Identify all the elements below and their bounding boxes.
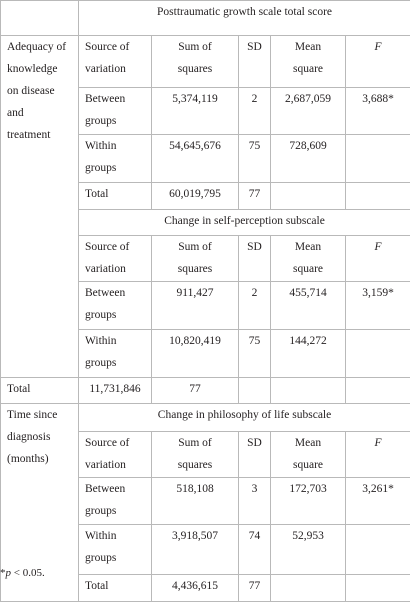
col-header-mean [271, 236, 346, 282]
cell-sum: 4,436,615 [152, 575, 239, 602]
cell-sd: 3 [239, 478, 271, 525]
cell-sum: 5,374,119 [152, 88, 239, 135]
cell-mean [239, 378, 271, 404]
cell-sd: 2 [239, 88, 271, 135]
col-header-line: variation [85, 58, 145, 80]
col-header-line: Source of [85, 36, 145, 58]
cell-f [271, 378, 346, 404]
cell-source [79, 282, 152, 330]
cell-sd: 75 [239, 135, 271, 183]
cell-source: Total [79, 183, 152, 210]
col-header-line: square [277, 58, 339, 80]
block-title: Change in self-perception subscale [79, 210, 410, 236]
cell-sd: 74 [239, 525, 271, 575]
cell-sum: 3,918,507 [152, 525, 239, 575]
cell-mean: 455,714 [271, 282, 346, 330]
source-line: groups [85, 547, 145, 569]
col-header-mean [271, 432, 346, 478]
row-group-label-line: and [7, 102, 72, 124]
col-header-source [79, 236, 152, 282]
cell-f: 3,159* [346, 282, 410, 330]
col-header-line: square [277, 454, 339, 476]
cell-mean [271, 183, 346, 210]
col-header-line: Sum of [158, 236, 232, 258]
col-header-sum [152, 36, 239, 88]
col-header-line: Source of [85, 432, 145, 454]
row-group-label-line: treatment [7, 124, 72, 146]
cell-sd: 77 [239, 575, 271, 602]
cell-sum: 11,731,846 [79, 378, 152, 404]
source-line: Between [85, 282, 145, 304]
cell-f [346, 575, 410, 602]
cell-mean: 2,687,059 [271, 88, 346, 135]
cell-f [346, 135, 410, 183]
corner-cell [1, 1, 79, 36]
col-header-line: square [277, 258, 339, 280]
col-header-source [79, 36, 152, 88]
col-header-f: F [346, 432, 410, 478]
cell-mean [271, 575, 346, 602]
row-group-label-line: knowledge [7, 58, 72, 80]
source-line: Between [85, 88, 145, 110]
row-group-label-line: diagnosis [7, 426, 72, 448]
footnote-symbol: * [0, 567, 6, 579]
footnote-p: p [6, 567, 12, 579]
col-header-line: variation [85, 454, 145, 476]
col-header-sd: SD [239, 36, 271, 88]
cell-sum: 54,645,676 [152, 135, 239, 183]
col-header-sum [152, 432, 239, 478]
col-header-line: squares [158, 58, 232, 80]
cell-source [79, 478, 152, 525]
block-title: Posttraumatic growth scale total score [79, 1, 410, 36]
cell-source: Total [79, 575, 152, 602]
col-header-f: F [346, 36, 410, 88]
cell-source [79, 330, 152, 378]
col-header-line: Source of [85, 236, 145, 258]
cell-sd: 2 [239, 282, 271, 330]
cell-f [346, 525, 410, 575]
col-header-sd: SD [239, 236, 271, 282]
col-header-f: F [346, 236, 410, 282]
cell-f: 3,688* [346, 88, 410, 135]
row-group-label-line: on disease [7, 80, 72, 102]
col-header-line: Sum of [158, 432, 232, 454]
source-line: groups [85, 304, 145, 326]
source-line: groups [85, 157, 145, 179]
col-header-mean [271, 36, 346, 88]
cell-sd: 77 [239, 183, 271, 210]
source-line: Within [85, 525, 145, 547]
cell-mean: 52,953 [271, 525, 346, 575]
source-line: groups [85, 110, 145, 132]
significance-footnote [0, 566, 45, 580]
col-header-line: squares [158, 454, 232, 476]
row-group-label-line: (months) [7, 448, 72, 470]
col-header-line: Sum of [158, 36, 232, 58]
col-header-sum [152, 236, 239, 282]
cell-f [346, 330, 410, 378]
col-header-line: Mean [277, 236, 339, 258]
cell-source [79, 135, 152, 183]
col-header-source [79, 432, 152, 478]
source-line: Between [85, 478, 145, 500]
cell-mean: 172,703 [271, 478, 346, 525]
cell-source: Total [1, 378, 79, 404]
col-header-line: Mean [277, 432, 339, 454]
cell-source [79, 88, 152, 135]
row-group-label-line: Time since [7, 404, 72, 426]
block-title: Change in philosophy of life subscale [79, 404, 410, 432]
col-header-line: squares [158, 258, 232, 280]
source-line: groups [85, 500, 145, 522]
cell-sd: 77 [152, 378, 239, 404]
source-line: groups [85, 352, 145, 374]
cell-f: 3,261* [346, 478, 410, 525]
cell-sum: 60,019,795 [152, 183, 239, 210]
footnote-text: < 0.05. [11, 567, 45, 579]
row-group-label [1, 36, 79, 378]
cell-mean: 728,609 [271, 135, 346, 183]
cell-f [346, 183, 410, 210]
source-line: Within [85, 330, 145, 352]
row-group-label-line: Adequacy of [7, 36, 72, 58]
cell-source [79, 525, 152, 575]
cell-sum: 10,820,419 [152, 330, 239, 378]
cell-mean: 144,272 [271, 330, 346, 378]
col-header-sd: SD [239, 432, 271, 478]
cell-sd: 75 [239, 330, 271, 378]
col-header-line: variation [85, 258, 145, 280]
cell-sum: 911,427 [152, 282, 239, 330]
source-line: Within [85, 135, 145, 157]
cell-sum: 518,108 [152, 478, 239, 525]
col-header-line: Mean [277, 36, 339, 58]
